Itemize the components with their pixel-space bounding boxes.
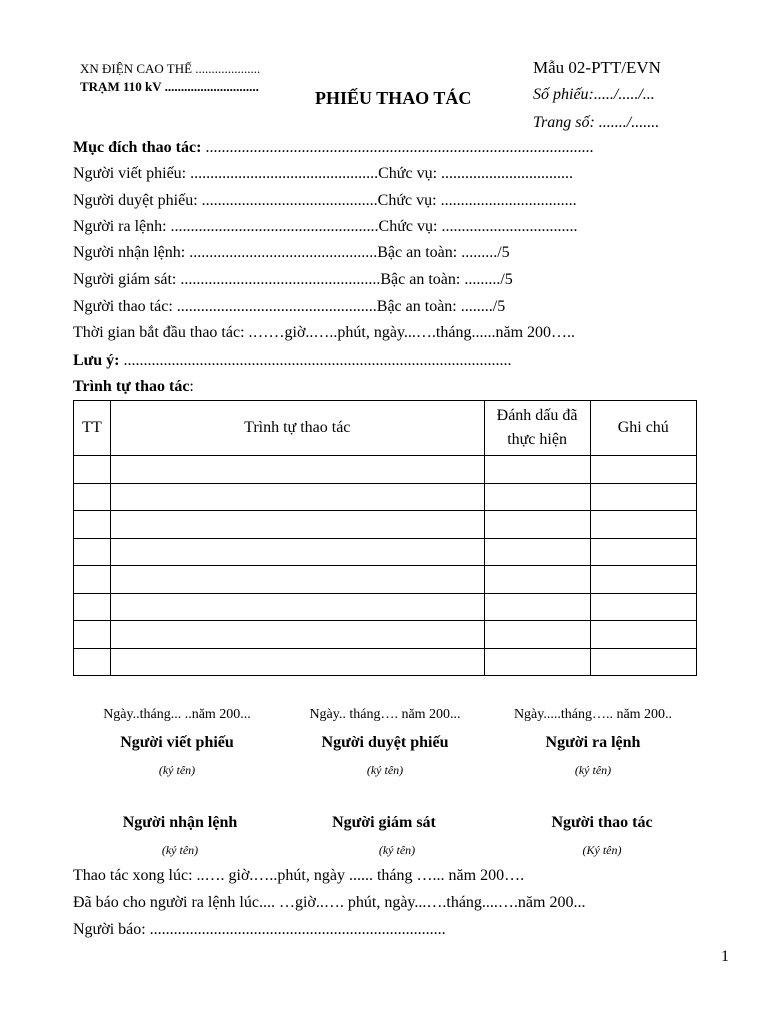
- page-number: 1: [721, 948, 729, 965]
- operator-field: Người thao tác: ..................................................Bậc an toàn: ......../5: [73, 298, 506, 315]
- cell-sequence[interactable]: [110, 538, 484, 566]
- cell-tt[interactable]: [74, 538, 111, 566]
- cell-tt[interactable]: [74, 621, 111, 649]
- cell-sequence[interactable]: [110, 593, 484, 621]
- cell-tt[interactable]: [74, 511, 111, 539]
- sign-hint-writer: (ký tên): [158, 763, 196, 777]
- page-count: Trang số: ......./.......: [533, 114, 660, 131]
- company-name: XN ĐIỆN CAO THẾ ....................: [80, 61, 261, 76]
- purpose-field: [73, 139, 593, 157]
- date-writer: Ngày..tháng... ..năm 200...: [103, 707, 251, 722]
- date-approver: Ngày.. tháng…. năm 200...: [309, 707, 461, 722]
- cell-note[interactable]: [590, 593, 696, 621]
- cell-note[interactable]: [590, 538, 696, 566]
- cell-tt[interactable]: [74, 593, 111, 621]
- role-writer: Người viết phiếu: [120, 734, 234, 751]
- header-sequence: Trình tự thao tác: [110, 401, 484, 456]
- note-dots: .................................................................................................: [119, 352, 512, 369]
- cell-done-mark[interactable]: [484, 648, 590, 676]
- cell-done-mark[interactable]: [484, 483, 590, 511]
- cell-sequence[interactable]: [110, 621, 484, 649]
- cell-done-mark[interactable]: [484, 456, 590, 484]
- header-done-mark: [484, 401, 590, 456]
- role-commander: Người ra lệnh: [545, 734, 641, 751]
- receiver-field: Người nhận lệnh: ...............................................Bậc an toàn: ........./5: [73, 244, 510, 261]
- cell-tt[interactable]: [74, 648, 111, 676]
- approver-field: Người duyệt phiếu: ............................................Chức vụ: ..................................: [73, 192, 577, 209]
- start-time-field: Thời gian bắt đầu thao tác: .……giờ..…..phút, ngày...….tháng......năm 200…..: [73, 324, 576, 341]
- cell-done-mark[interactable]: [484, 511, 590, 539]
- date-commander: Ngày.....tháng….. năm 200..: [513, 707, 673, 722]
- writer-field: Người viết phiếu: ...............................................Chức vụ: .................................: [73, 165, 574, 182]
- operations-table: [73, 400, 697, 676]
- sign-hint-receiver: (ký tên): [161, 843, 199, 857]
- header-done-mark-text: Đánh dấu đã thực hiện: [496, 407, 578, 448]
- sign-hint-approver: (ký tên): [366, 763, 404, 777]
- cell-done-mark[interactable]: [484, 621, 590, 649]
- header-tt: TT: [74, 401, 111, 456]
- cell-sequence[interactable]: [110, 566, 484, 594]
- table-header-row: [74, 401, 697, 456]
- cell-note[interactable]: [590, 483, 696, 511]
- table-row[interactable]: [74, 648, 697, 676]
- cell-tt[interactable]: [74, 483, 111, 511]
- sequence-heading: [73, 378, 194, 396]
- cell-done-mark[interactable]: [484, 566, 590, 594]
- table-row[interactable]: [74, 593, 697, 621]
- table-row[interactable]: [74, 456, 697, 484]
- purpose-dots: .................................................................................................: [201, 139, 594, 156]
- reported-time-field: Đã báo cho người ra lệnh lúc.... …giờ..…. phút, ngày...….tháng....….năm 200...: [73, 894, 586, 911]
- page-title: PHIẾU THAO TÁC: [315, 88, 472, 108]
- purpose-label: Mục đích thao tác:: [73, 139, 202, 156]
- role-receiver: Người nhận lệnh: [122, 814, 238, 831]
- sequence-colon: :: [189, 378, 194, 395]
- table-row[interactable]: [74, 538, 697, 566]
- cell-done-mark[interactable]: [484, 593, 590, 621]
- sign-hint-operator: (Ký tên): [582, 843, 622, 857]
- role-supervisor: Người giám sát: [332, 814, 436, 831]
- cell-sequence[interactable]: [110, 456, 484, 484]
- supervisor-field: Người giám sát: ..................................................Bậc an toàn: ........./5: [73, 271, 513, 288]
- table-row[interactable]: [74, 483, 697, 511]
- table-row[interactable]: [74, 621, 697, 649]
- cell-done-mark[interactable]: [484, 538, 590, 566]
- table-row[interactable]: [74, 511, 697, 539]
- done-time-field: Thao tác xong lúc: ..…. giờ.…..phút, ngày ...... tháng …... năm 200….: [73, 867, 525, 884]
- note-field: [73, 352, 512, 370]
- reporter-field: Người báo: ..........................................................................: [73, 921, 446, 938]
- sign-hint-commander: (ký tên): [574, 763, 612, 777]
- cell-note[interactable]: [590, 621, 696, 649]
- cell-note[interactable]: [590, 511, 696, 539]
- header-note: Ghi chú: [590, 401, 696, 456]
- note-label: Lưu ý:: [73, 352, 120, 369]
- ticket-number: Số phiếu:...../...../...: [533, 86, 655, 103]
- cell-tt[interactable]: [74, 456, 111, 484]
- cell-sequence[interactable]: [110, 511, 484, 539]
- role-operator: Người thao tác: [551, 814, 653, 831]
- commander-field: Người ra lệnh: ....................................................Chức vụ: ..................................: [73, 218, 578, 235]
- cell-note[interactable]: [590, 456, 696, 484]
- cell-note[interactable]: [590, 648, 696, 676]
- cell-sequence[interactable]: [110, 483, 484, 511]
- table-row[interactable]: [74, 566, 697, 594]
- cell-sequence[interactable]: [110, 648, 484, 676]
- role-approver: Người duyệt phiếu: [321, 734, 449, 751]
- sign-hint-supervisor: (ký tên): [378, 843, 416, 857]
- form-code: Mẫu 02-PTT/EVN: [533, 58, 661, 77]
- cell-note[interactable]: [590, 566, 696, 594]
- sequence-label: Trình tự thao tác: [73, 378, 190, 395]
- cell-tt[interactable]: [74, 566, 111, 594]
- station-name: TRẠM 110 kV .............................: [80, 79, 259, 94]
